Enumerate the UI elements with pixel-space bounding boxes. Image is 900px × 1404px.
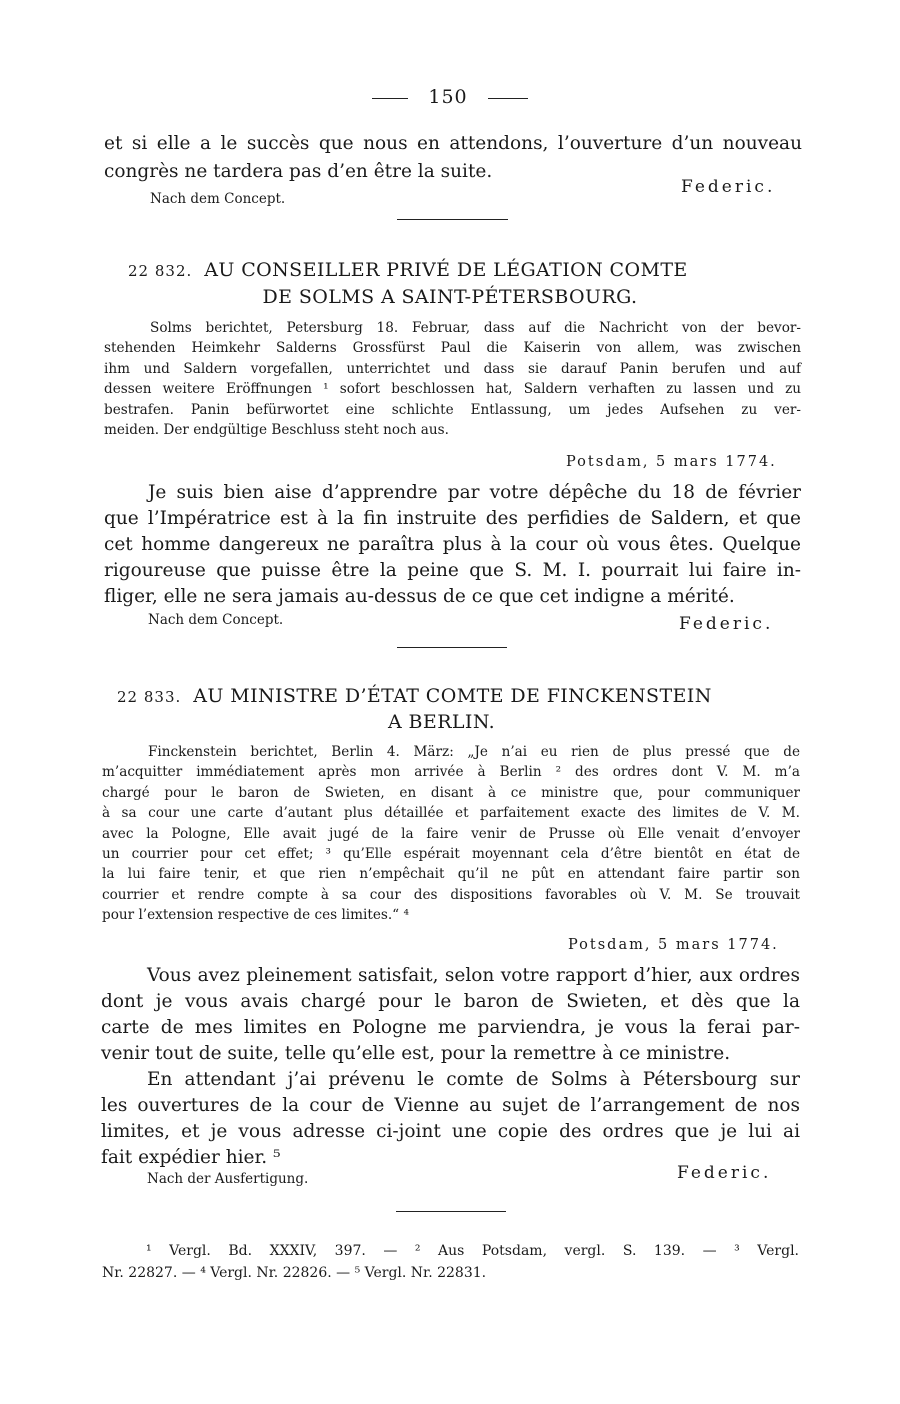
summary-line: meiden. Der endgültige Beschluss steht noch aus.: [104, 422, 449, 439]
summary-line: Finckenstein berichtet, Berlin 4. März: „Je n’ai eu rien de plus pressé que de: [148, 744, 800, 760]
summary-line: la lui faire tenir, et que rien n’empêchait qu’il ne pût en attendant faire partir son: [102, 866, 800, 883]
summary-line: chargé pour le baron de Swieten, en disant à ce ministre que, pour communiquer: [102, 784, 800, 801]
summary-line: un courrier pour cet effet; ³ qu’Elle espérait moyennant cela d’être bientôt en état de: [102, 846, 800, 863]
top-line-2: congrès ne tardera pas d’en être la suite.: [104, 161, 493, 182]
signature-22832: Federic.: [679, 614, 774, 634]
letter-body-22833: [101, 963, 800, 1171]
document-heading-line-2: DE SOLMS A SAINT-PÉTERSBOURG.: [262, 286, 638, 308]
footnote-line: Nr. 22827. — ⁴ Vergl. Nr. 22826. — ⁵ Vergl. Nr. 22831.: [102, 1265, 487, 1281]
source-note-22833: Nach der Ausfertigung.: [147, 1171, 309, 1187]
letter-body-22832: [104, 480, 801, 610]
document-heading-22832: [128, 257, 688, 284]
document-number: 22 833.: [117, 688, 182, 706]
body-line: limites, et je vous adresse ci-joint une copie des ordres que je lui ai: [101, 1121, 800, 1142]
top-source-note: Nach dem Concept.: [150, 191, 286, 207]
body-line: Vous avez pleinement satisfait, selon votre rapport d’hier, aux ordres: [147, 965, 800, 986]
body-line: les ouvertures de la cour de Vienne au sujet de l’arrangement de nos: [101, 1095, 800, 1116]
body-line: que l’Impératrice est à la fin instruite des perfidies de Saldern, et que: [104, 508, 801, 529]
summary-line: ihm und Saldern vorgefallen, unterrichtet und dass sie darauf Panin berufen und auf: [104, 360, 801, 377]
top-signature: Federic.: [681, 177, 776, 197]
separator-rule-2: [397, 647, 507, 648]
footnotes: [102, 1240, 799, 1284]
page-number-dash-left: [372, 98, 408, 99]
summary-line: stehenden Heimkehr Salderns Grossfürst Paul die Kaiserin von allem, was zwischen: [104, 340, 801, 357]
body-line: dont je vous avais chargé pour le baron de Swieten, et dès que la: [101, 991, 800, 1012]
separator-rule-3: [396, 1211, 506, 1212]
document-heading-line-1: AU MINISTRE D’ÉTAT COMTE DE FINCKENSTEIN: [193, 685, 712, 707]
summary-line: m’acquitter immédiatement après mon arrivée à Berlin ² des ordres dont V. M. m’a: [102, 764, 800, 781]
body-line: fliger, elle ne sera jamais au-dessus de ce que cet indigne a mérité.: [104, 586, 735, 607]
summary-line: à sa cour une carte d’autant plus détaillée et parfaitement exacte des limites de V. M.: [102, 805, 800, 822]
body-line: En attendant j’ai prévenu le comte de Solms à Pétersbourg sur: [147, 1069, 800, 1090]
summary-line: pour l’extension respective de ces limites.“ ⁴: [102, 907, 409, 924]
summary-22833: [102, 742, 800, 926]
page-number-dash-right: [488, 98, 528, 99]
summary-22832: [104, 318, 801, 440]
body-line: fait expédier hier. ⁵: [101, 1147, 281, 1168]
summary-line: avec la Pologne, Elle avait jugé de la faire venir de Prusse où Elle venait d’envoyer: [102, 825, 800, 842]
summary-line: courrier et rendre compte à sa cour des dispositions favorables où V. M. Se trouvait: [102, 886, 800, 903]
body-line: Je suis bien aise d’apprendre par votre dépêche du 18 de février: [148, 482, 801, 503]
signature-22833: Federic.: [677, 1163, 772, 1183]
page-number: 150: [428, 86, 468, 108]
document-number: 22 832.: [128, 262, 193, 280]
body-line: carte de mes limites en Pologne me parviendra, je vous la ferai par-: [101, 1017, 800, 1038]
document-heading-line-2: A BERLIN.: [388, 711, 496, 733]
summary-line: dessen weitere Eröffnungen ¹ sofort beschlossen hat, Saldern verhaften zu lassen und zu: [104, 381, 801, 398]
separator-rule-1: [397, 219, 508, 220]
dateline-22833: Potsdam, 5 mars 1774.: [568, 937, 779, 953]
body-line: venir tout de suite, telle qu’elle est, pour la remettre à ce ministre.: [101, 1043, 731, 1064]
source-note-22832: Nach dem Concept.: [148, 612, 284, 628]
dateline-22832: Potsdam, 5 mars 1774.: [566, 454, 777, 470]
summary-line: bestrafen. Panin befürwortet eine schlichte Entlassung, um jedes Aufsehen zu ver-: [104, 401, 801, 418]
body-line: cet homme dangereux ne paraîtra plus à la cour où vous êtes. Quelque: [104, 534, 801, 555]
top-line-1: et si elle a le succès que nous en attendons, l’ouverture d’un nouveau: [104, 133, 802, 154]
summary-line: Solms berichtet, Petersburg 18. Februar, dass auf die Nachricht von der bevor-: [150, 320, 801, 336]
body-line: rigoureuse que puisse être la peine que S. M. I. pourrait lui faire in-: [104, 560, 801, 581]
document-heading-22833: [117, 683, 712, 710]
document-heading-line-1: AU CONSEILLER PRIVÉ DE LÉGATION COMTE: [204, 259, 688, 281]
footnote-line: ¹ Vergl. Bd. XXXIV, 397. — ² Aus Potsdam, vergl. S. 139. — ³ Vergl.: [146, 1243, 799, 1259]
page-number-row: [0, 86, 900, 108]
